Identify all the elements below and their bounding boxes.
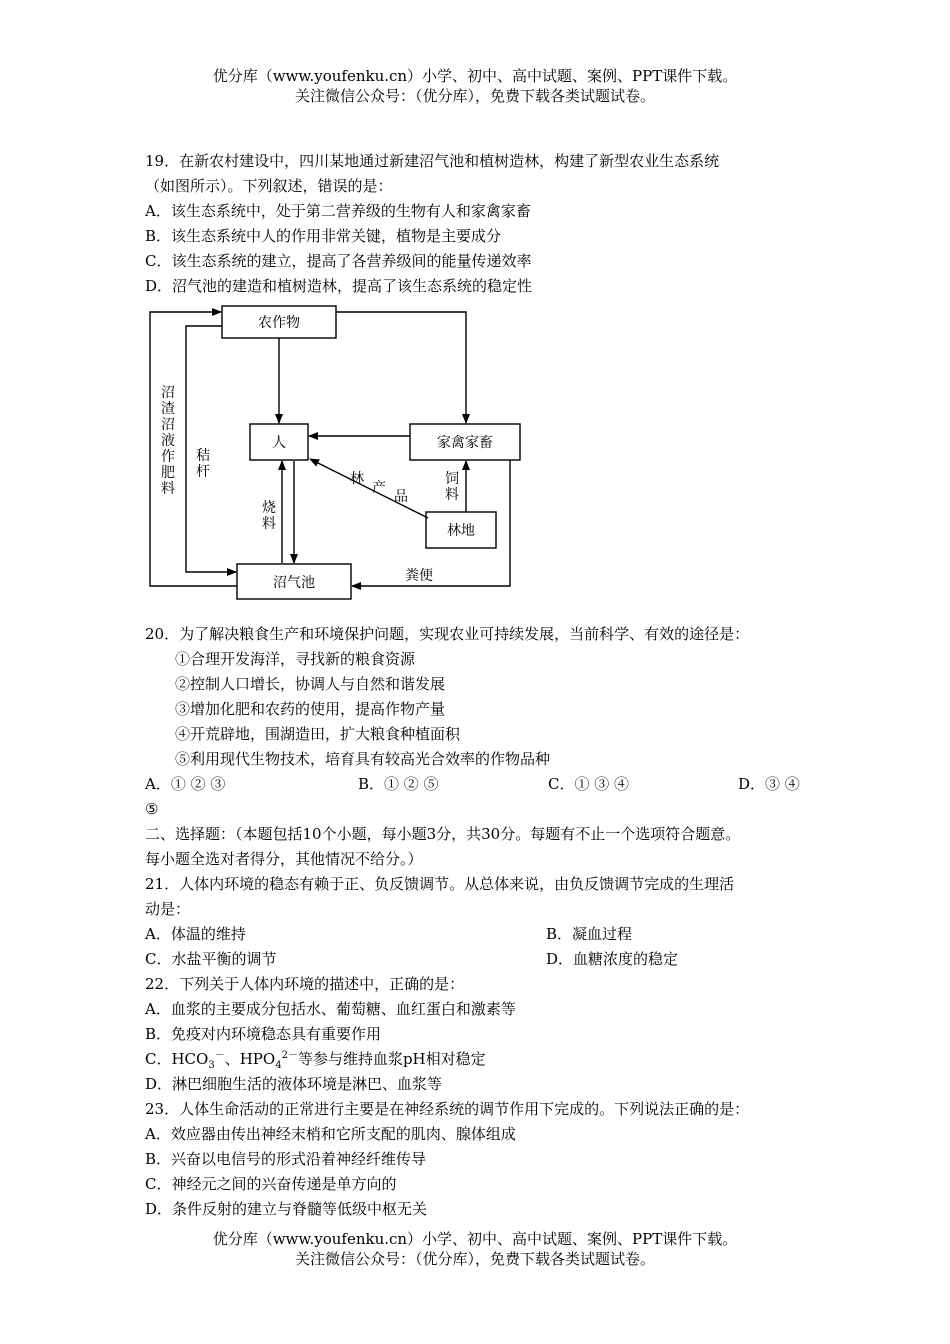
q19-option-c: C．该生态系统的建立，提高了各营养级间的能量传递效率: [145, 252, 532, 270]
q19-option-b: B．该生态系统中人的作用非常关键，植物是主要成分: [145, 227, 502, 245]
q21-option-b: B．凝血过程: [546, 925, 633, 943]
residue-char: 沼: [161, 417, 175, 433]
q20-item: ⑤利用现代生物技术，培育具有较高光合效率的作物品种: [175, 750, 551, 768]
crops-label: 农作物: [258, 315, 300, 331]
residue-char: 料: [161, 481, 175, 497]
residue-char: 渣: [161, 401, 175, 417]
section-2-note: 每小题全选对者得分，其他情况不给分。）: [145, 850, 423, 868]
straw-char: 杆: [196, 464, 210, 480]
q21-stem-2: 动是：: [145, 900, 191, 918]
biogas-label: 沼气池: [273, 575, 315, 591]
section-2-heading: 二、选择题：（本题包括10个小题，每小题3分，共30分。每题有不止一个选项符合题意。: [145, 825, 741, 843]
q23-option-b: B．兴奋以电信号的形式沿着神经纤维传导: [145, 1150, 427, 1168]
fuel-char: 料: [262, 516, 276, 532]
q20-stem: 20．为了解决粮食生产和环境保护问题，实现农业可持续发展，当前科学、有效的途径是：: [145, 625, 750, 643]
q21-option-c: C．水盐平衡的调节: [145, 950, 277, 968]
feed-char: 料: [445, 487, 459, 503]
forest-products-char: 品: [394, 489, 408, 505]
q20-option-a: A．① ② ③: [145, 775, 226, 793]
feed-char: 饲: [445, 471, 459, 487]
q21-option-a: A．体温的维持: [145, 925, 246, 943]
q21-stem-1: 21．人体内环境的稳态有赖于正、负反馈调节。从总体来说，由负反馈调节完成的生理活: [145, 875, 735, 893]
q20-option-d-continued: ⑤: [145, 800, 159, 818]
q20-option-d: D．③ ④: [738, 775, 800, 793]
q23-option-c: C．神经元之间的兴奋传递是单方向的: [145, 1175, 397, 1193]
header-line-2: 关注微信公众号：（优分库），免费下载各类试题试卷。: [294, 87, 655, 105]
q19-option-a: A．该生态系统中，处于第二营养级的生物有人和家禽家畜: [145, 202, 531, 220]
forest-products-char: 产: [372, 480, 386, 496]
q23-stem: 23．人体生命活动的正常进行主要是在神经系统的调节作用下完成的。下列说法正确的是：: [145, 1100, 750, 1118]
q22-option-c: C．$HCO_3^-$、$HPO_4^{2-}$等参与维持血浆pH相对稳定: [145, 1050, 486, 1071]
q20-item: ①合理开发海洋，寻找新的粮食资源: [175, 650, 416, 668]
q22-option-b: B．免疫对内环境稳态具有重要作用: [145, 1025, 382, 1043]
q21-option-d: D．血糖浓度的稳定: [546, 950, 679, 968]
ecosystem-diagram: [140, 298, 530, 610]
q20-option-c: C．① ③ ④: [548, 775, 630, 793]
arrow-straw-to-biogas: [186, 326, 236, 572]
arrow-crops-to-livestock: [336, 312, 466, 423]
forest-products-char: 林: [350, 471, 364, 487]
residue-char: 液: [161, 433, 175, 449]
human-label: 人: [272, 435, 286, 451]
q19-stem-2: （如图所示）。下列叙述，错误的是：: [145, 177, 393, 195]
q20-option-b: B．① ② ⑤: [358, 775, 439, 793]
residue-char: 作: [161, 449, 175, 465]
footer-line-2: 关注微信公众号：（优分库），免费下载各类试题试卷。: [294, 1250, 655, 1268]
q19-stem-1: 19．在新农村建设中，四川某地通过新建沼气池和植树造林，构建了新型农业生态系统: [145, 152, 720, 170]
q20-item: ②控制人口增长，协调人与自然和谐发展: [175, 675, 446, 693]
manure-label: 粪便: [405, 568, 433, 584]
q23-option-a: A．效应器由传出神经末梢和它所支配的肌肉、腺体组成: [145, 1125, 516, 1143]
livestock-label: 家禽家畜: [437, 435, 493, 451]
q20-item: ③增加化肥和农药的使用，提高作物产量: [175, 700, 446, 718]
q19-option-d: D．沼气池的建造和植树造林，提高了该生态系统的稳定性: [145, 277, 533, 295]
q22-option-a: A．血浆的主要成分包括水、葡萄糖、血红蛋白和激素等: [145, 1000, 516, 1018]
straw-char: 秸: [196, 448, 210, 464]
forest-label: 林地: [447, 523, 475, 539]
q22-stem: 22．下列关于人体内环境的描述中，正确的是：: [145, 975, 465, 993]
q23-option-d: D．条件反射的建立与脊髓等低级中枢无关: [145, 1200, 428, 1218]
arrow-forest-to-human: [310, 459, 428, 518]
footer-line-1: 优分库（www.youfenku.cn）小学、初中、高中试题、案例、PPT课件下载。: [212, 1230, 738, 1248]
residue-char: 肥: [161, 465, 175, 481]
q20-item: ④开荒辟地，围湖造田，扩大粮食种植面积: [175, 725, 461, 743]
q22-option-d: D．淋巴细胞生活的液体环境是淋巴、血浆等: [145, 1075, 443, 1093]
header-line-1: 优分库（www.youfenku.cn）小学、初中、高中试题、案例、PPT课件下载。: [212, 67, 738, 85]
fuel-char: 烧: [262, 500, 276, 516]
residue-char: 沼: [161, 385, 175, 401]
